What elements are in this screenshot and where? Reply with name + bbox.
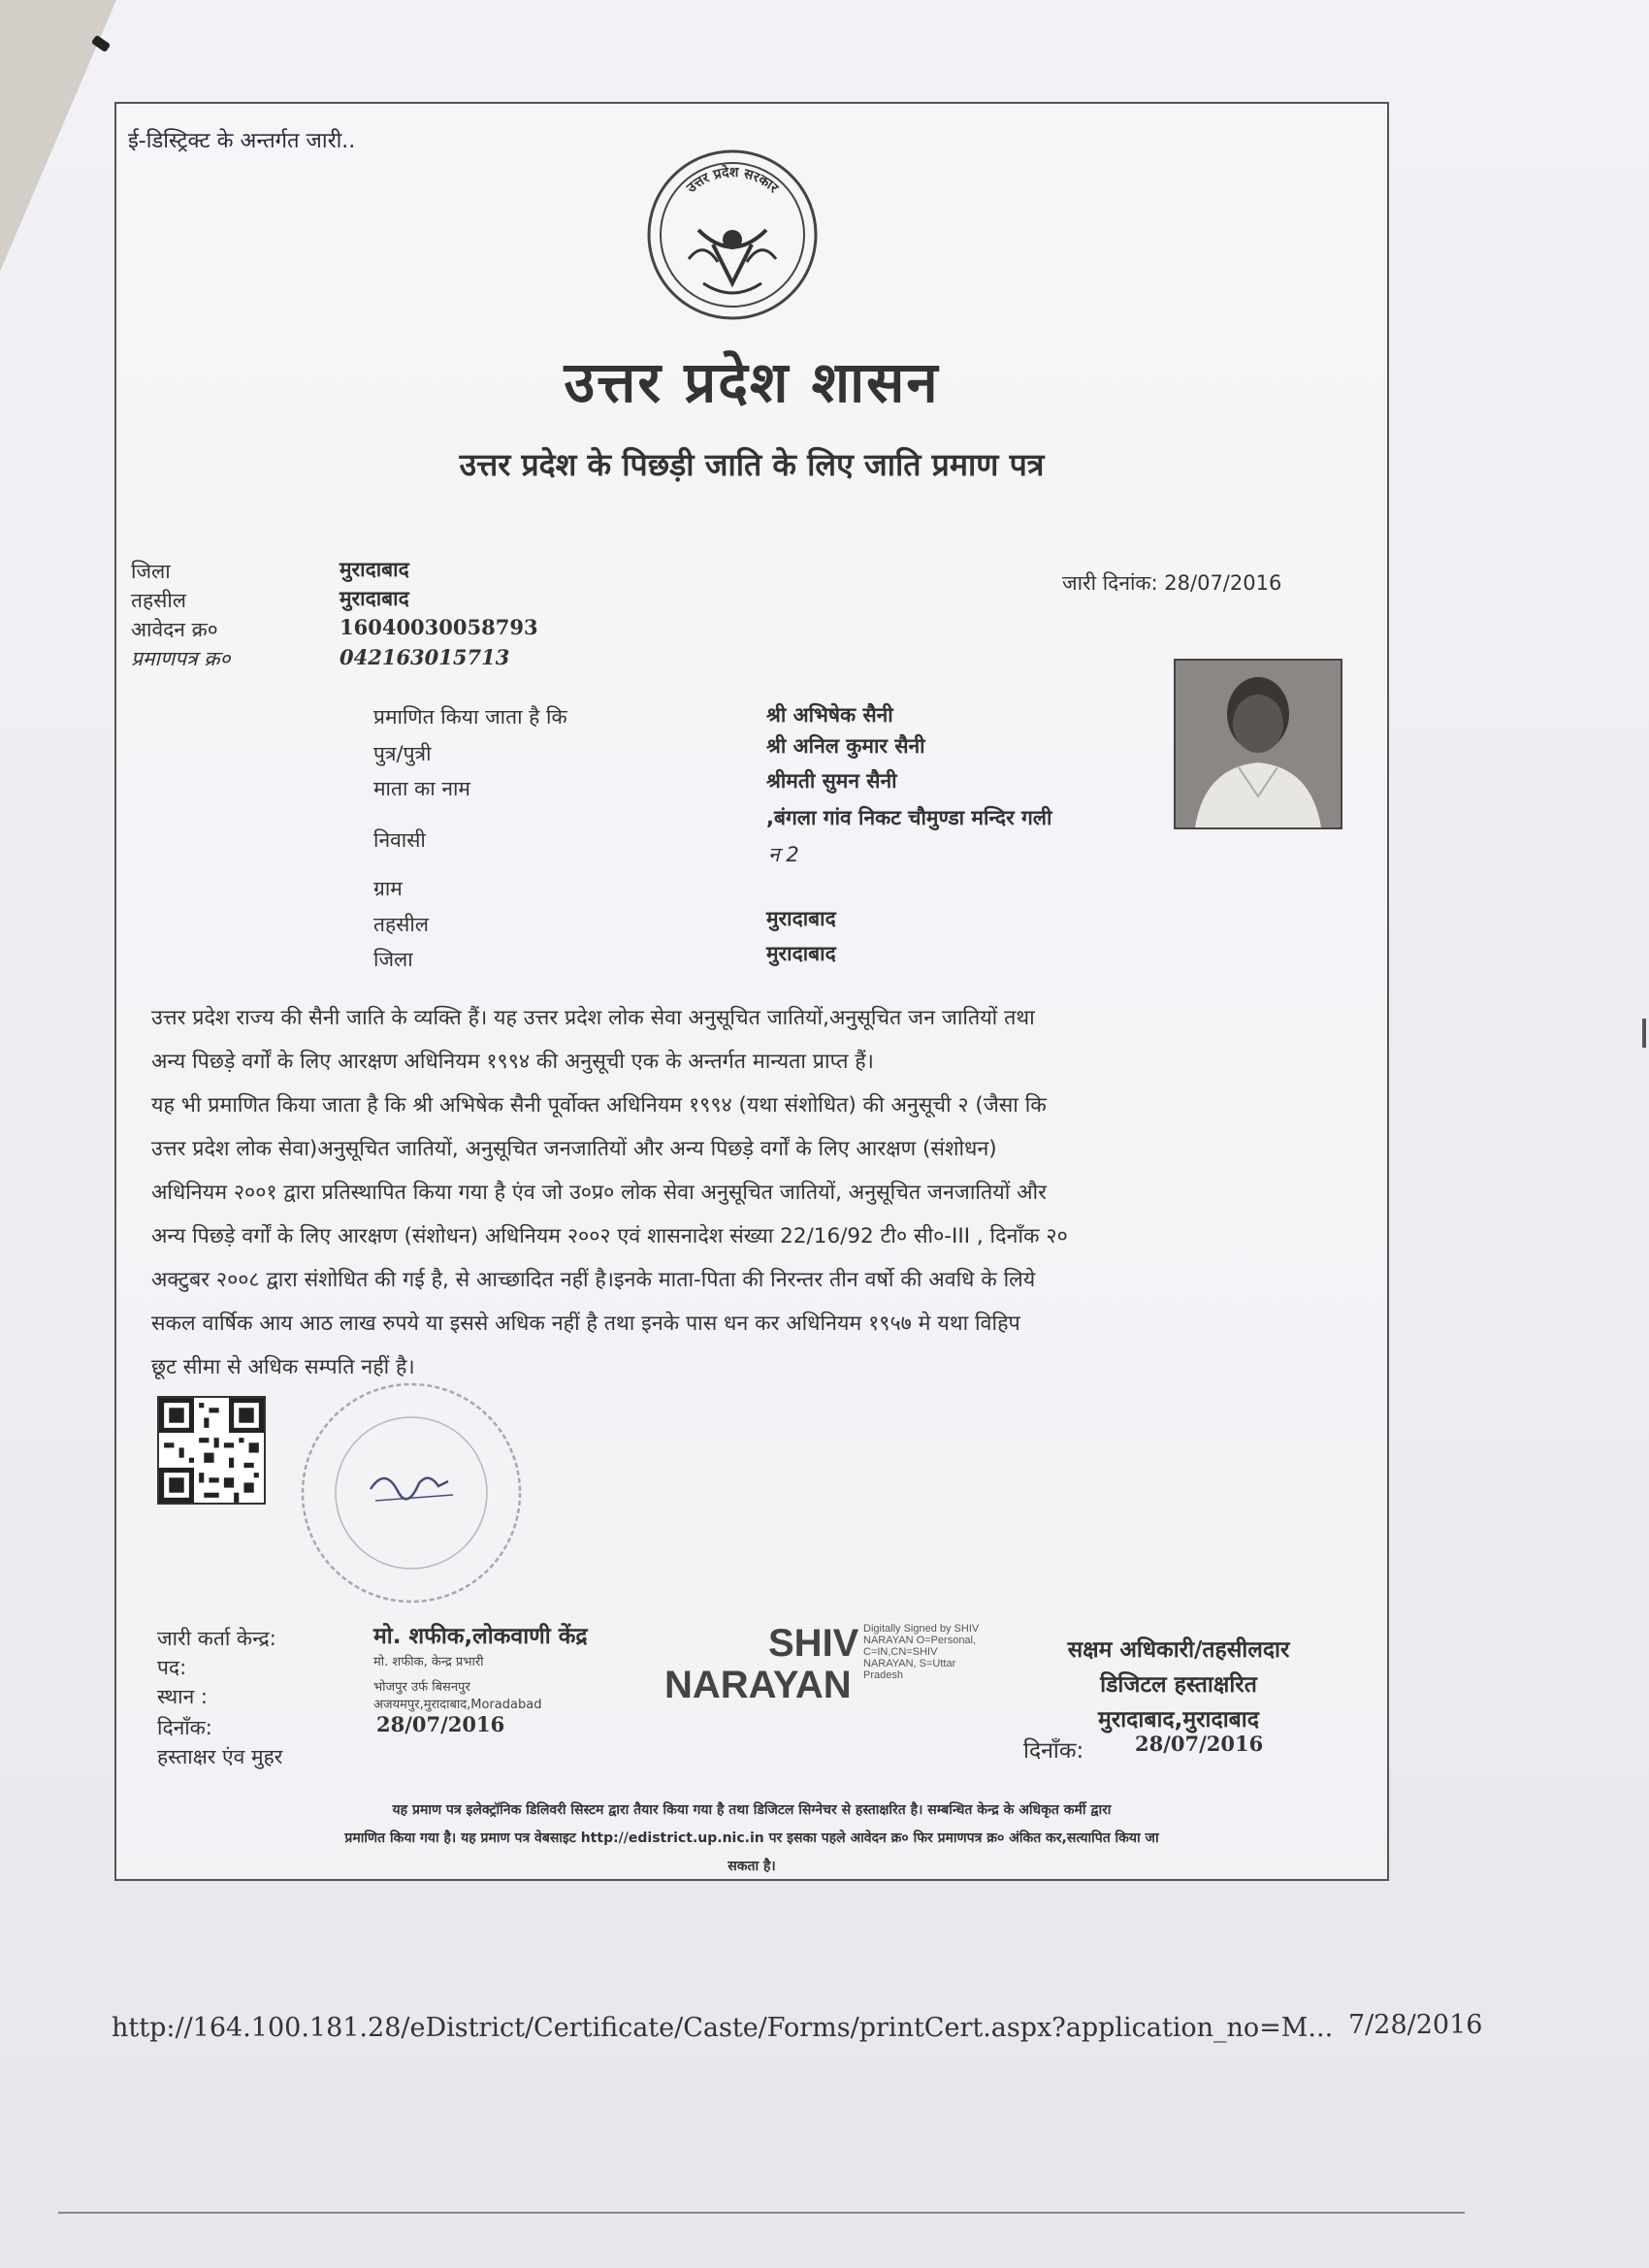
body-line: अक्टुबर २००८ द्वारा संशोधित की गई है, से आच्छादित नहीं है।इनके माता-पिता की निरन्तर तीन वर्षो की अवधि के लिये [151,1268,1036,1292]
issuer-seal-stamp [293,1375,531,1612]
issuer-date-value: 28/07/2016 [376,1712,505,1736]
authority-digitally-signed: डिजिटल हस्ताक्षरित [1100,1672,1257,1698]
government-title: उत्तर प्रदेश शासन [564,349,940,415]
person-district-value: मुरादाबाद [766,942,836,965]
authority-location: मुरादाबाद,मुरादाबाद [1098,1707,1259,1733]
issue-date: जारी दिनांक: 28/07/2016 [1062,571,1282,595]
issuing-center-label: जारी कर्ता केन्द्र: [157,1627,276,1650]
signature-detail: NARAYAN, S=Uttar [863,1658,956,1669]
resident-address-line2: न 2 [768,843,799,866]
certificate-number-label: प्रमाणपत्र क्र० [131,647,231,670]
edistrict-note: ई-डिस्ट्रिक्ट के अन्तर्गत जारी.. [128,129,356,153]
mother-label: माता का नाम [373,777,470,800]
issuer-date-label: दिनाँक: [157,1716,212,1739]
body-line: अन्य पिछड़े वर्गों के लिए आरक्षण अधिनियम १९९४ की अनुसूची एक के अन्तर्गत मान्यता प्राप्त हैं। [151,1050,874,1074]
father-name: श्री अनिल कुमार सैनी [766,734,925,758]
certificate-number-value: 042163015713 [340,645,510,669]
signature-detail: Pradesh [863,1669,903,1681]
resident-address-line1: ,बंगला गांव निकट चौमुण्डा मन्दिर गली [766,806,1052,829]
tehsil-label: तहसील [131,589,186,612]
note-line: सकता है। [728,1859,776,1874]
digital-signer-name-line1: SHIV [768,1622,859,1665]
tehsil-value: मुरादाबाद [340,587,409,610]
post-label: पद: [157,1656,187,1679]
place-value-line1: भोजपुर उर्फ बिसनपुर [373,1680,470,1695]
post-value: मो. शफीक, केन्द्र प्रभारी [373,1655,484,1669]
place-label: स्थान : [157,1685,209,1708]
certificate-subtitle: उत्तर प्रदेश के पिछड़ी जाति के लिए जाति प्रमाण पत्र [459,446,1045,483]
signature-detail: Digitally Signed by SHIV [863,1623,980,1635]
bottom-rule [58,2212,1465,2214]
signature-detail: C=IN,CN=SHIV [863,1646,938,1658]
application-number-label: आवेदन क्र० [131,618,218,641]
certificate-frame [114,102,1389,1881]
authority-title: सक्षम अधिकारी/तहसीलदार [1067,1637,1290,1663]
body-line: उत्तर प्रदेश लोक सेवा)अनुसूचित जातियों, अनुसूचित जनजातियों और अन्य पिछड़े वर्गों के लिए आरक्षण (संशोधन) [151,1137,997,1161]
certified-name: श्री अभिषेक सैनी [766,703,893,727]
district-value: मुरादाबाद [340,558,409,581]
applicant-photo [1174,659,1342,829]
signature-seal-label: हस्ताक्षर एंव मुहर [157,1745,283,1768]
svg-text:उत्तर प्रदेश सरकार [683,164,782,197]
district-label: जिला [131,560,171,583]
person-tehsil-value: मुरादाबाद [766,907,836,930]
certificate-body [151,996,1354,1389]
qr-code [157,1396,266,1505]
note-line: यह प्रमाण पत्र इलेक्ट्रॉनिक डिलिवरी सिस्टम द्वारा तैयार किया गया है तथा डिजिटल सिग्नेचर से हस्ताक्षरित है। सम्बन्धित केन्द्र के अधिकृत कर्मी द्वारा [392,1802,1112,1818]
body-line: उत्तर प्रदेश राज्य की सैनी जाति के व्यक्ति हैं। यह उत्तर प्रदेश लोक सेवा अनुसूचित जातियों,अनुसूचित जन जातियों तथा [151,1006,1035,1030]
authority-date-label: दिनाँक: [1023,1738,1084,1764]
certified-label: प्रमाणित किया जाता है कि [373,705,567,729]
authority-date-value: 28/07/2016 [1135,1732,1264,1756]
edge-mark [1642,1019,1646,1048]
digital-signer-name-line2: NARAYAN [664,1664,852,1706]
emblem-text: उत्तर प्रदेश सरकार [684,164,782,197]
digital-signature-details [863,1623,979,1681]
person-district-label: जिला [373,948,413,971]
body-line: अधिनियम २००१ द्वारा प्रतिस्थापित किया गया है एंव जो उ०प्र० लोक सेवा अनुसूचित जातियों, अनुसूचित जनजातियों और [151,1181,1047,1205]
verification-note [155,1797,1348,1881]
resident-label: निवासी [373,828,426,852]
body-line: सकल वार्षिक आय आठ लाख रुपये या इससे अधिक नहीं है तथा इनके पास धन कर अधिनियम १९५७ मे यथा विहिप [151,1312,1020,1336]
son-daughter-label: पुत्र/पुत्री [373,742,432,765]
print-url: http://164.100.181.28/eDistrict/Certificate/Caste/Forms/printCert.aspx?application_no=M... [112,2013,1334,2043]
body-line: अन्य पिछड़े वर्गों के लिए आरक्षण (संशोधन) अधिनियम २००२ एवं शासनादेश संख्या 22/16/92 टी० सी०-III , दिनाँक २० [151,1224,1068,1248]
signature-detail: NARAYAN O=Personal, [863,1635,977,1646]
issuing-center-value: मो. शफीक,लोकवाणी केंद्र [373,1624,588,1649]
body-line: यह भी प्रमाणित किया जाता है कि श्री अभिषेक सैनी पूर्वोक्त अधिनियम १९९४ (यथा संशोधित) की अनुसूची २ (जैसा कि [151,1093,1047,1118]
print-date: 7/28/2016 [1348,2010,1483,2040]
application-number-value: 16040030058793 [340,615,538,639]
place-value-line2: अजयमपुर,मुरादाबाद,Moradabad [373,1698,542,1712]
note-line: प्रमाणित किया गया है। यह प्रमाण पत्र वेबसाइट http://edistrict.up.nic.in पर इसका पहले आवेदन क्र० फिर प्रमाणपत्र क्र० अंकित कर,सत्यापित किया जा [344,1831,1159,1846]
body-line: छूट सीमा से अधिक सम्पति नहीं है। [151,1355,415,1379]
person-tehsil-label: तहसील [373,913,429,936]
village-label: ग्राम [373,877,403,900]
mother-name: श्रीमती सुमन सैनी [766,769,897,793]
up-government-emblem-icon [645,147,820,322]
